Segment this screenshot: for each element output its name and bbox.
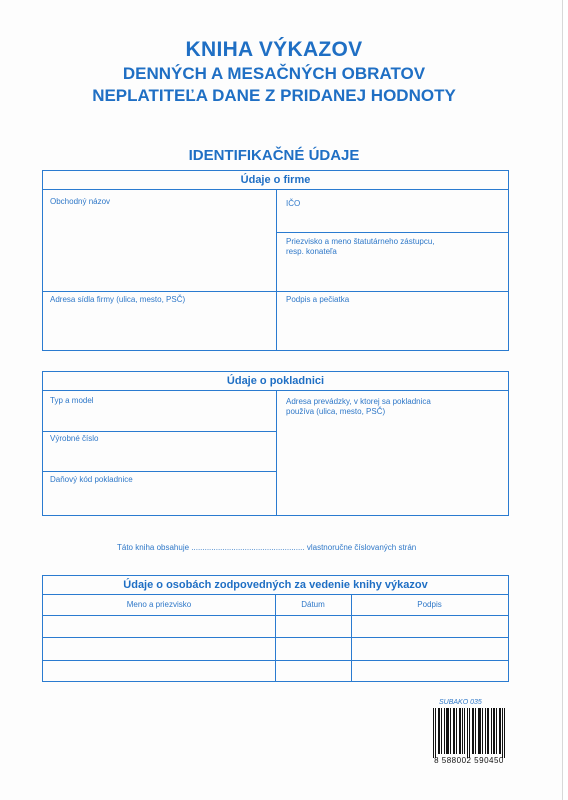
persons-box — [42, 575, 509, 682]
page-count-statement: Táto kniha obsahuje ................................................... vlastnoručne číslovaných strán — [117, 543, 417, 552]
title-line-2: DENNÝCH A MESAČNÝCH OBRATOV — [122, 64, 426, 83]
register-divider-2 — [43, 471, 276, 472]
col-date-header: Dátum — [301, 600, 325, 609]
type-model-label: Typ a model — [50, 396, 94, 405]
firm-divider-vertical — [276, 189, 277, 350]
product-code: SUBAKO 035 — [439, 699, 482, 706]
firm-divider-right-2 — [276, 291, 508, 292]
barcode-image — [433, 708, 505, 758]
serial-number-label: Výrobné číslo — [50, 434, 99, 443]
register-box — [42, 371, 509, 516]
title-line-1: KNIHA VÝKAZOV — [185, 38, 363, 61]
register-divider-1 — [43, 431, 276, 432]
col-name-header: Meno a priezvisko — [126, 600, 192, 609]
representative-label-1: Priezvisko a meno štatutárneho zástupcu, — [286, 237, 435, 246]
persons-row-line-2 — [43, 637, 508, 638]
business-name-label: Obchodný názov — [50, 197, 111, 206]
tax-code-label: Daňový kód pokladnice — [50, 475, 133, 484]
persons-row-line-1 — [43, 615, 508, 616]
premises-label-2: používa (ulica, mesto, PSČ) — [286, 407, 386, 416]
register-divider-vertical — [276, 390, 277, 515]
title-line-3: NEPLATITEĽA DANE Z PRIDANEJ HODNOTY — [92, 86, 456, 105]
firm-divider-right-1 — [276, 232, 508, 233]
firm-box-heading: Údaje o firme — [43, 171, 508, 190]
section-heading: IDENTIFIKAČNÉ ÚDAJE — [188, 147, 360, 164]
persons-row-line-3 — [43, 660, 508, 661]
firm-divider-left — [43, 291, 276, 292]
persons-box-heading: Údaje o osobách zodpovedných za vedenie knihy výkazov — [43, 576, 508, 595]
firm-box — [42, 170, 509, 351]
col-signature-header: Podpis — [417, 600, 442, 609]
ico-label: IČO — [286, 199, 301, 208]
premises-label-1: Adresa prevádzky, v ktorej sa pokladnica — [286, 397, 431, 406]
representative-label-2: resp. konateľa — [286, 247, 337, 256]
barcode-number: 8 588002 590450 — [434, 756, 504, 765]
address-label: Adresa sídla firmy (ulica, mesto, PSČ) — [50, 295, 186, 304]
signature-stamp-label: Podpis a pečiatka — [286, 295, 350, 304]
register-box-heading: Údaje o pokladnici — [43, 372, 508, 391]
